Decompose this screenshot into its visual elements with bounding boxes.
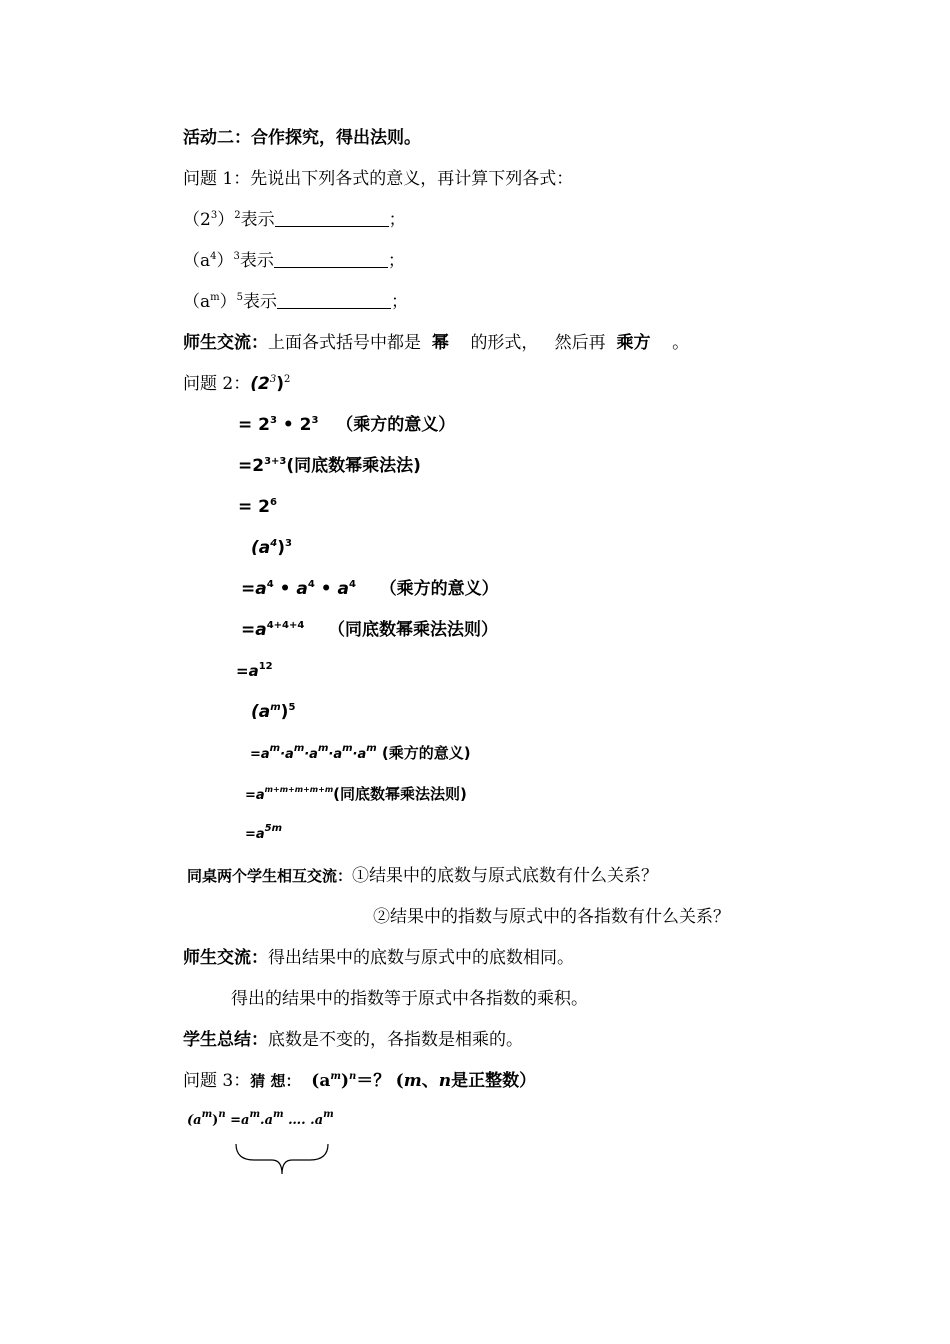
q3-expansion: $(a^m)^n =a^m.a^m$ …. $.a^m$	[187, 1109, 334, 1128]
answer-blank[interactable]	[275, 210, 389, 227]
activity-title: 活动二：合作探究，得出法则。	[183, 128, 421, 148]
q2-step-3-2: $=a^{m+m+m+m+m}$(同底数幂乘法法则)	[245, 785, 467, 803]
q2-step-2-2: $=a^{4+4+4}$ （同底数幂乘法法则）	[241, 620, 499, 640]
q2-step-3-1: $=a^m\cdot a^m\cdot a^m\cdot a^m\cdot a^m$ (乘方的意义)	[250, 743, 471, 762]
question-1-item-1: $(2^3)^2$表示 ；	[183, 210, 406, 230]
student-summary: 学生总结：底数是不变的，各指数是相乘的。	[183, 1030, 523, 1050]
desk-mate-question-2: ②结果中的指数与原式中的各指数有什么关系？	[373, 907, 730, 927]
answer-blank[interactable]	[274, 251, 388, 268]
q2-step-1-1: = $2^3$ • $2^3$ （乘方的意义）	[238, 415, 456, 435]
q2-step-1-3: = $2^6$	[238, 497, 277, 517]
q2-step-3-3: $=a^{5m}$	[245, 823, 283, 842]
teacher-student-exchange-1: 师生交流：上面各式括号中都是 幂 的形式， 然后再 乘方 。	[183, 333, 690, 353]
teacher-student-exchange-2: 师生交流：得出结果中的底数与原式中的底数相同。	[183, 948, 574, 968]
question-1-item-3: $(a^m)^5$表示 ；	[183, 292, 408, 312]
question-2: 问题 2：$(2^3)^2$	[183, 374, 291, 394]
q2-step-1-2: $=2^{3+3}$(同底数幂乘法法)	[238, 456, 421, 476]
underbrace-icon	[232, 1140, 332, 1180]
q2-step-2-3: $=a^{12}$	[236, 661, 273, 680]
q2-step-2-1: $=a^4$ • $a^4$ • $a^4$ （乘方的意义）	[241, 579, 499, 599]
question-1-item-2: $(a^4)^3$表示 ；	[183, 251, 405, 271]
q2-expression-2: $(a^4)^3$	[251, 538, 292, 558]
exchange-2-line-2: 得出的结果中的指数等于原式中各指数的乘积。	[231, 989, 588, 1009]
q2-expression-3: $(a^m)^5$	[251, 702, 296, 722]
answer-blank[interactable]	[277, 292, 391, 309]
desk-mate-exchange: 同桌两个学生相互交流：①结果中的底数与原式底数有什么关系？	[187, 866, 659, 886]
question-1: 问题 1：先说出下列各式的意义，再计算下列各式：	[183, 169, 574, 189]
question-3: 问题 3：猜 想： $(a^m)^n=$？ (m、n是正整数）	[183, 1071, 537, 1091]
